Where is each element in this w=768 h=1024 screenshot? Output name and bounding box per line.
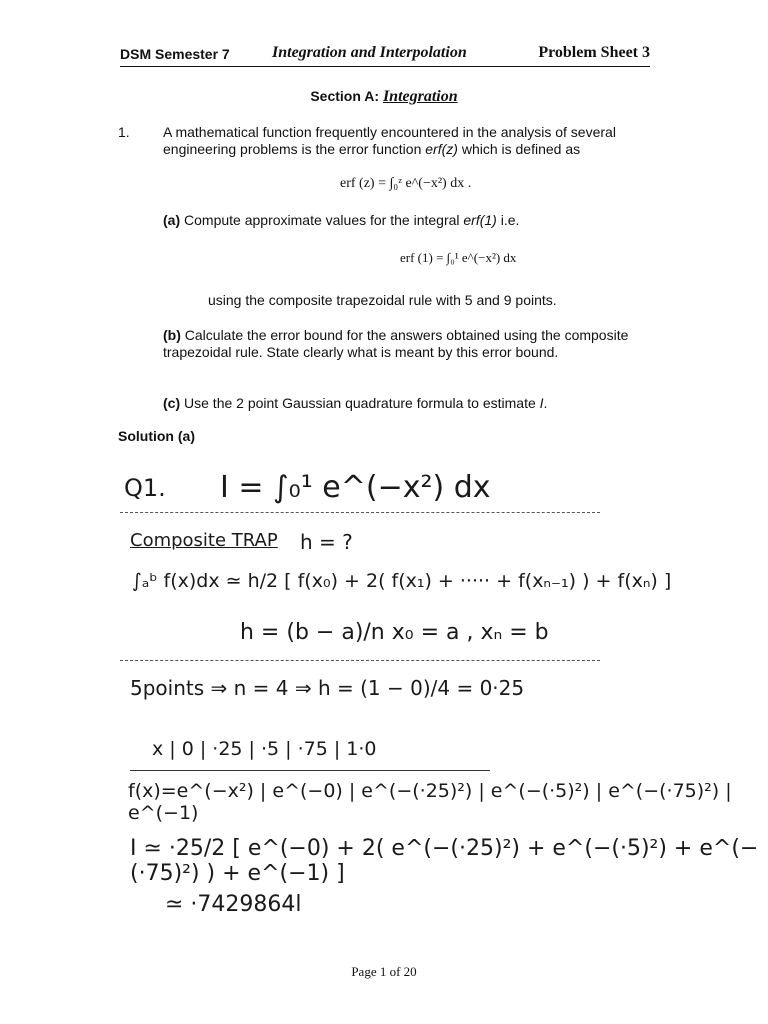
equation-erf1: erf (1) = ∫₀¹ e^(−x²) dx [400, 250, 517, 265]
handwritten-q1: Q1. [124, 474, 166, 502]
part-a-function: erf(1) [463, 212, 497, 228]
page-header [120, 44, 650, 67]
part-c-tail: . [543, 395, 548, 411]
divider-dashed [120, 660, 600, 662]
intro-function: erf(z) [425, 141, 458, 157]
equation-erf-definition: erf (z) = ∫₀ᶻ e^(−x²) dx . [340, 176, 472, 191]
part-a [163, 212, 643, 229]
section-title: Integration [382, 88, 458, 105]
handwritten-trap-formula: ∫ₐᵇ f(x)dx ≃ h/2 [ f(x₀) + 2( f(x₁) + ····· + f(xₙ₋₁) ) + f(xₙ) ] [132, 570, 672, 592]
handwritten-composite-trap: Composite TRAP [130, 530, 278, 551]
part-c [163, 395, 643, 412]
header-sheet: Problem Sheet 3 [538, 44, 650, 61]
part-a-text: Compute approximate values for the integral [180, 212, 464, 228]
part-c-label: (c) [163, 395, 181, 411]
handwritten-approximation: I ≃ ·25/2 [ e^(−0) + 2( e^(−(·25)²) + e^(−(·5)²) + e^(−(·75)²) ) + e^(−1) ] [130, 836, 759, 886]
solution-label: Solution (a) [118, 428, 195, 444]
handwritten-integral: I = ∫₀¹ e^(−x²) dx [220, 470, 491, 505]
handwritten-h-question: h = ? [300, 530, 353, 554]
header-topic: Integration and Interpolation [272, 44, 467, 61]
intro-text-a: A mathematical function frequently encountered in the analysis of several engineering problems is the error function [163, 124, 616, 157]
section-heading [0, 88, 768, 106]
part-c-text: Use the 2 point Gaussian quadrature formula to estimate [180, 395, 540, 411]
part-a-tail: i.e. [496, 212, 520, 228]
part-b [163, 327, 643, 361]
part-c-variable: I [539, 395, 544, 411]
handwritten-x-row: x | 0 | ·25 | ·5 | ·75 | 1·0 [152, 738, 377, 760]
part-a-label: (a) [163, 212, 181, 228]
handwritten-5points: 5points ⇒ n = 4 ⇒ h = (1 − 0)/4 = 0·25 [130, 676, 525, 700]
intro-text-b: which is defined as [457, 141, 581, 157]
part-a-rule: using the composite trapezoidal rule with 5 and 9 points. [208, 292, 557, 308]
divider-dashed [120, 512, 600, 514]
page-footer: Page 1 of 20 [351, 964, 417, 979]
handwritten-h-definition: h = (b − a)/n x₀ = a , xₙ = b [240, 620, 549, 645]
handwritten-fx-row: f(x)=e^(−x²) | e^(−0) | e^(−(·25)²) | e^(−(·5)²) | e^(−(·75)²) | e^(−1) [128, 780, 732, 824]
handwritten-result: ≃ ·7429864l [165, 892, 302, 917]
question-number: 1. [118, 124, 130, 140]
table-rule [130, 770, 490, 771]
part-b-text: Calculate the error bound for the answers obtained using the composite trapezoidal rule. State clearly what is meant by this error bound. [163, 327, 629, 360]
section-label: Section A: [310, 88, 383, 104]
header-course: DSM Semester 7 [120, 46, 230, 62]
part-b-label: (b) [163, 327, 181, 343]
question-intro [163, 124, 643, 158]
